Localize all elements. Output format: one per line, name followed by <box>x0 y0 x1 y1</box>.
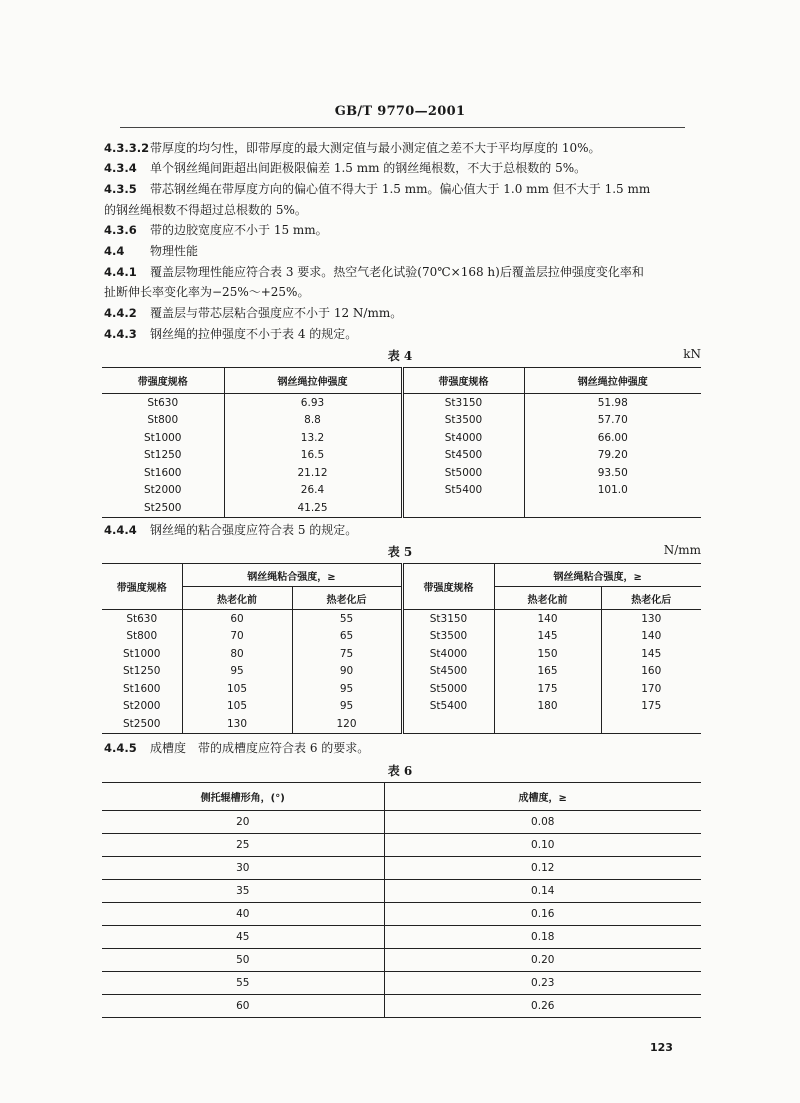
clause-4-4-3 <box>104 326 704 343</box>
clause-4-4-2 <box>104 305 704 322</box>
clause-4-4-4 <box>104 522 704 539</box>
table-cell: 0.20 <box>384 949 701 972</box>
clause-number: 4.3.6 <box>104 223 137 237</box>
table-cell: 0.16 <box>384 903 701 926</box>
table-row <box>102 715 701 733</box>
clause-number: 4.3.3.2 <box>104 141 150 155</box>
clause-text: 覆盖层物理性能应符合表 3 要求。热空气老化试验(70℃×168 h)后覆盖层拉伸强度变化率和 <box>150 265 644 279</box>
table-row <box>102 394 701 412</box>
table-header-row <box>102 783 701 811</box>
table-cell: St5400 <box>402 698 494 716</box>
clause-text: 覆盖层与带芯层粘合强度应不小于 12 N/mm。 <box>150 306 403 320</box>
table-cell: 150 <box>494 645 601 663</box>
table-cell: St3500 <box>402 628 494 646</box>
table-row <box>102 972 701 995</box>
table-cell: 145 <box>494 628 601 646</box>
clause-4-4 <box>104 243 704 260</box>
clause-4-3-6 <box>104 222 704 239</box>
table-cell: 0.10 <box>384 834 701 857</box>
table-row <box>102 926 701 949</box>
table-cell: 175 <box>494 680 601 698</box>
col-header: 带强度规格 <box>102 564 182 610</box>
table-row <box>102 482 701 500</box>
table-row <box>102 698 701 716</box>
table-cell: St2000 <box>122 700 161 713</box>
standard-header: GB/T 9770—2001 <box>334 104 466 119</box>
col-header-group: 钢丝绳粘合强度，≥ <box>494 564 701 587</box>
table-cell: St1250 <box>122 665 161 678</box>
table-row <box>102 499 701 517</box>
clause-text: 扯断伸长率变化率为−25%～+25%。 <box>104 285 310 299</box>
table-cell: St630 <box>147 396 179 409</box>
table-cell: 13.2 <box>224 429 402 447</box>
table-cell: 101.0 <box>524 482 701 500</box>
table-cell: 105 <box>182 680 292 698</box>
table-row <box>102 663 701 681</box>
table-row <box>102 645 701 663</box>
table-header-row <box>102 564 701 587</box>
table-row <box>102 429 701 447</box>
col-header: 热老化前 <box>494 587 601 610</box>
table-row <box>102 995 701 1018</box>
table-cell: 55 <box>292 610 402 628</box>
table-cell <box>402 499 524 517</box>
clause-4-4-1-cont <box>104 284 704 301</box>
table-cell: 0.14 <box>384 880 701 903</box>
table-row <box>102 857 701 880</box>
col-header-group: 钢丝绳粘合强度，≥ <box>182 564 402 587</box>
table-cell: 60 <box>182 610 292 628</box>
table-cell <box>524 499 701 517</box>
table-cell: St1000 <box>143 431 182 444</box>
clause-number: 4.4.5 <box>104 741 137 755</box>
clause-4-3-5-cont <box>104 202 704 219</box>
col-header: 热老化前 <box>182 587 292 610</box>
table-cell: 95 <box>182 663 292 681</box>
clause-text: 的钢丝绳根数不得超过总根数的 5%。 <box>104 203 307 217</box>
table-cell: 160 <box>601 663 701 681</box>
page-number: 123 <box>650 1041 673 1054</box>
table-row <box>102 447 701 465</box>
clause-text: 带厚度的均匀性，即带厚度的最大测定值与最小测定值之差不大于平均厚度的 10%。 <box>150 141 601 155</box>
table-cell: St630 <box>126 612 158 625</box>
clause-text: 钢丝绳的拉伸强度不小于表 4 的规定。 <box>150 327 358 341</box>
table-cell: 51.98 <box>524 394 701 412</box>
table-cell: St4000 <box>402 645 494 663</box>
table-cell: St5000 <box>402 680 494 698</box>
table-cell: 8.8 <box>224 412 402 430</box>
table-header-row <box>102 587 701 610</box>
table-cell: St2500 <box>143 501 182 514</box>
table-cell: St1600 <box>122 682 161 695</box>
table-cell: 70 <box>182 628 292 646</box>
table-cell: St2500 <box>122 717 161 730</box>
col-header: 钢丝绳拉伸强度 <box>224 368 402 394</box>
table-cell: St2000 <box>143 484 182 497</box>
clause-text: 物理性能 <box>150 244 199 258</box>
table-cell: St4500 <box>402 663 494 681</box>
table-cell: 79.20 <box>524 447 701 465</box>
table-header-row <box>102 368 701 394</box>
table-cell: 16.5 <box>224 447 402 465</box>
table-cell: 75 <box>292 645 402 663</box>
col-header: 带强度规格 <box>402 368 524 394</box>
table-cell: 170 <box>601 680 701 698</box>
clause-text: 带的边胶宽度应不小于 15 mm。 <box>150 223 328 237</box>
table-cell: 50 <box>102 949 384 972</box>
table-cell: 25 <box>102 834 384 857</box>
table-cell: St800 <box>147 414 179 427</box>
table-row <box>102 680 701 698</box>
table-row <box>102 903 701 926</box>
table-cell <box>402 715 494 733</box>
clause-text: 单个钢丝绳间距超出间距极限偏差 1.5 mm 的钢丝绳根数，不大于总根数的 5%。 <box>150 161 587 175</box>
table-cell: St3150 <box>402 610 494 628</box>
col-header: 成槽度，≥ <box>384 783 701 811</box>
table4-caption: 表 4 <box>387 349 413 363</box>
clause-4-4-1 <box>104 264 704 281</box>
table-5 <box>102 563 701 734</box>
clause-number: 4.4.1 <box>104 265 137 279</box>
col-header: 热老化后 <box>601 587 701 610</box>
table6-caption: 表 6 <box>387 764 413 778</box>
table-row <box>102 949 701 972</box>
table-cell: St4500 <box>402 447 524 465</box>
table-cell: 35 <box>102 880 384 903</box>
table-cell: 0.18 <box>384 926 701 949</box>
table-cell: St3500 <box>402 412 524 430</box>
table-row <box>102 610 701 628</box>
table-cell: 26.4 <box>224 482 402 500</box>
table-cell: 60 <box>236 1000 250 1012</box>
table-cell: 95 <box>292 698 402 716</box>
col-header: 侧托辊槽形角，(°) <box>102 783 384 811</box>
clause-4-4-5 <box>104 740 704 757</box>
col-header: 带强度规格 <box>402 564 494 610</box>
clause-text: 带芯钢丝绳在带厚度方向的偏心值不得大于 1.5 mm。偏心值大于 1.0 mm 但不大于 1.5 mm <box>150 182 651 196</box>
table-row <box>102 811 701 834</box>
table-row <box>102 880 701 903</box>
table-cell: St1600 <box>143 466 182 479</box>
table-cell: 145 <box>601 645 701 663</box>
clause-number: 4.4.3 <box>104 327 137 341</box>
table-cell: 93.50 <box>524 464 701 482</box>
table-cell: 0.12 <box>384 857 701 880</box>
table-cell: 90 <box>292 663 402 681</box>
table-6 <box>102 782 701 1018</box>
clause-4-3-3-2 <box>104 140 704 157</box>
col-header: 钢丝绳拉伸强度 <box>524 368 701 394</box>
clause-number: 4.3.4 <box>104 161 137 175</box>
col-header: 带强度规格 <box>102 368 224 394</box>
table-cell: St5400 <box>402 482 524 500</box>
table-4 <box>102 367 701 518</box>
clause-number: 4.4.4 <box>104 523 137 537</box>
table-row <box>102 464 701 482</box>
clause-4-3-5 <box>104 181 704 198</box>
table-cell: 175 <box>601 698 701 716</box>
clause-number: 4.4.2 <box>104 306 137 320</box>
table-cell: 0.08 <box>384 811 701 834</box>
table-cell: 30 <box>102 857 384 880</box>
table-cell: 21.12 <box>224 464 402 482</box>
table-cell: 65 <box>292 628 402 646</box>
table-cell: 55 <box>102 972 384 995</box>
table-cell: 140 <box>494 610 601 628</box>
table-cell: 95 <box>292 680 402 698</box>
table-cell: 130 <box>601 610 701 628</box>
clause-text: 钢丝绳的粘合强度应符合表 5 的规定。 <box>150 523 358 537</box>
col-header: 热老化后 <box>292 587 402 610</box>
table-cell: 40 <box>102 903 384 926</box>
table-cell: 66.00 <box>524 429 701 447</box>
table-cell: St5000 <box>402 464 524 482</box>
table-row <box>102 834 701 857</box>
table-cell: St3150 <box>402 394 524 412</box>
table-cell <box>494 715 601 733</box>
table-cell: 57.70 <box>524 412 701 430</box>
table-cell: 0.23 <box>384 972 701 995</box>
table-cell: 45 <box>102 926 384 949</box>
table-cell: 20 <box>102 811 384 834</box>
table-cell <box>601 715 701 733</box>
clause-number: 4.4 <box>104 244 125 258</box>
table4-unit: kN <box>683 347 701 361</box>
table-cell: St1250 <box>143 449 182 462</box>
table5-unit: N/mm <box>663 543 701 557</box>
table-cell: 130 <box>182 715 292 733</box>
table-row <box>102 628 701 646</box>
table-cell: 41.25 <box>224 499 402 517</box>
clause-text: 成槽度 带的成槽度应符合表 6 的要求。 <box>150 741 370 755</box>
table-cell: 105 <box>182 698 292 716</box>
table-row <box>102 412 701 430</box>
table-cell: 6.93 <box>224 394 402 412</box>
table-cell: St4000 <box>402 429 524 447</box>
table-cell: 120 <box>292 715 402 733</box>
table-cell: St1000 <box>122 647 161 660</box>
table-cell: 0.26 <box>384 995 701 1018</box>
table-cell: 80 <box>182 645 292 663</box>
clause-number: 4.3.5 <box>104 182 137 196</box>
table-cell: 165 <box>494 663 601 681</box>
table-cell: 140 <box>601 628 701 646</box>
table-cell: 180 <box>494 698 601 716</box>
clause-4-3-4 <box>104 160 704 177</box>
header-rule <box>120 127 685 128</box>
table5-caption: 表 5 <box>387 545 413 559</box>
table-cell: St800 <box>126 630 158 643</box>
